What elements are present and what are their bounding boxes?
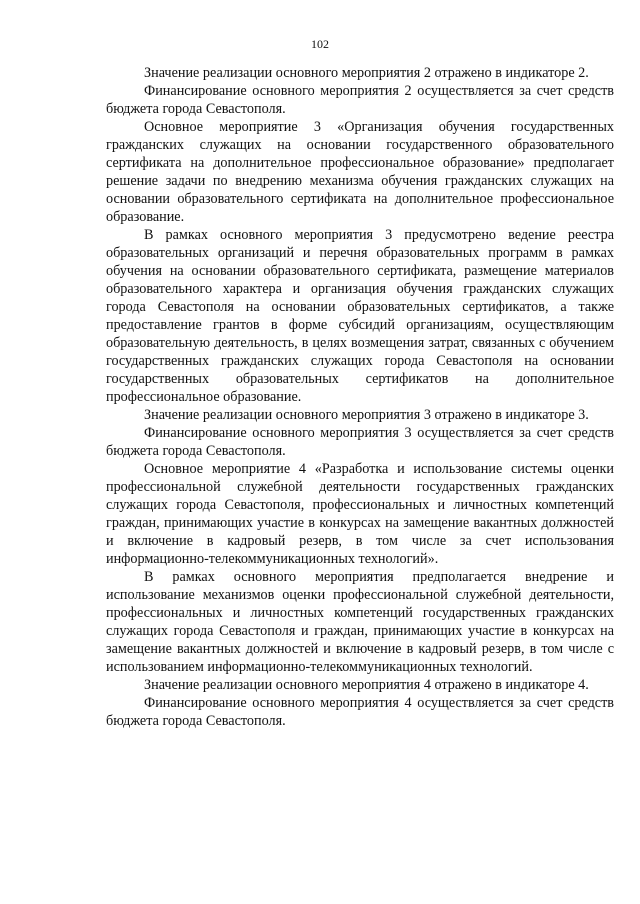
paragraph-8: В рамках основного мероприятия предполагается внедрение и использование механизмов оценки профессиональной служебной деятельности, профессиональных и личностных компетенций государственных гражданских служащих города Севастополя и граждан, принимающих участие в конкурсах на замещение вакантных должностей и включение в кадровый резерв, в том числе с использованием информационно-телекоммуникационных технологий. — [106, 569, 614, 675]
paragraph-5: Значение реализации основного мероприятия 3 отражено в индикаторе 3. — [144, 407, 589, 423]
paragraph-4: В рамках основного мероприятия 3 предусмотрено ведение реестра образовательных организаций и перечня образовательных программ в рамках обучения на основании образовательного сертификата, размещение материалов образовательного характера и организация обучения гражданских служащих города Севастополя на основании образовательных сертификатов, а также предоставление грантов в форме субсидий организациям, осуществляющим образовательную деятельность, в целях возмещения затрат, связанных с обучением государственных гражданских служащих города Севастополя на основании государственных образовательных сертификатов на дополнительное профессиональное образование. — [106, 227, 614, 405]
paragraph-6: Финансирование основного мероприятия 3 осуществляется за счет средств бюджета города Севастополя. — [106, 425, 614, 459]
page-number: 102 — [311, 37, 329, 51]
paragraph-2: Финансирование основного мероприятия 2 осуществляется за счет средств бюджета города Севастополя. — [106, 83, 614, 117]
paragraph-3: Основное мероприятие 3 «Организация обучения государственных гражданских служащих на основании государственного образовательного сертификата на дополнительное профессиональное образование» предполагает решение задачи по внедрению механизма обучения гражданских служащих на основании образовательного сертификата на дополнительное профессиональное образование. — [106, 119, 614, 225]
paragraph-7: Основное мероприятие 4 «Разработка и использование системы оценки профессиональной служебной деятельности государственных гражданских служащих города Севастополя, профессиональных и личностных компетенций граждан, принимающих участие в конкурсах на замещение вакантных должностей и включение в кадровый резерв, в том числе за счет использования информационно-телекоммуникационных технологий». — [106, 461, 614, 567]
paragraph-10: Финансирование основного мероприятия 4 осуществляется за счет средств бюджета города Севастополя. — [106, 695, 614, 729]
body-text — [106, 64, 614, 730]
paragraph-9: Значение реализации основного мероприятия 4 отражено в индикаторе 4. — [144, 677, 589, 693]
paragraph-1: Значение реализации основного мероприятия 2 отражено в индикаторе 2. — [144, 65, 589, 81]
